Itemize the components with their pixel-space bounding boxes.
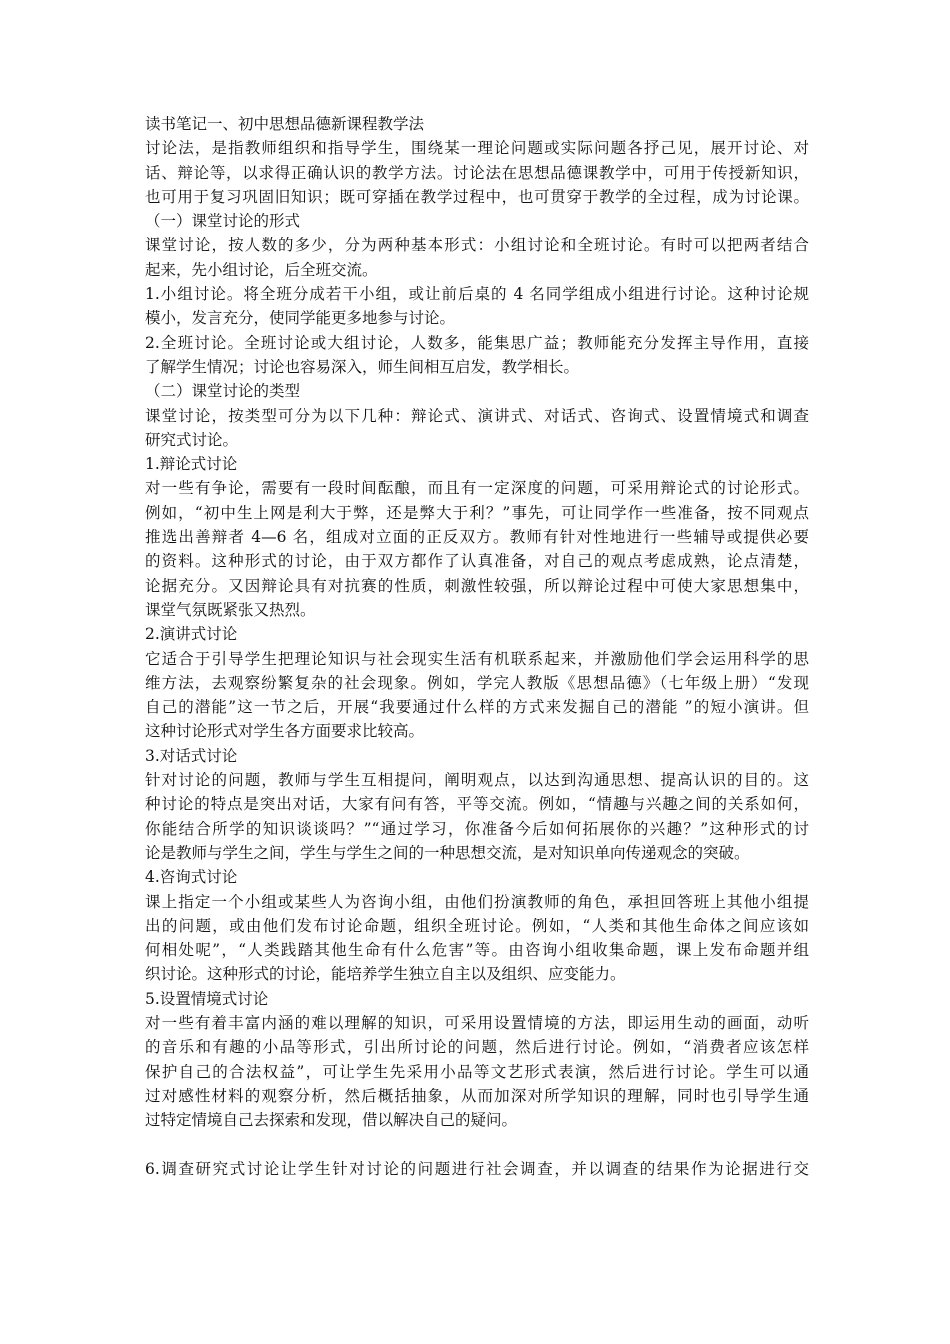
text-line: 对一些有着丰富内涵的难以理解的知识，可采用设置情境的方法，即运用生动的画面，动听 — [145, 1013, 809, 1032]
text-line: 读书笔记一、初中思想品德新课程教学法 — [145, 115, 425, 133]
text-line: 对一些有争论，需要有一段时间酝酿，而且有一定深度的问题，可采用辩论式的讨论形式。 — [145, 479, 809, 498]
text-line: 6.调查研究式讨论让学生针对讨论的问题进行社会调查，并以调查的结果作为论据进行交 — [145, 1159, 809, 1178]
text-line: （二）课堂讨论的类型 — [145, 382, 301, 401]
text-line: 课堂讨论，按人数的多少，分为两种基本形式：小组讨论和全班讨论。有时可以把两者结合 — [145, 236, 809, 255]
text-line: 课上指定一个小组或某些人为咨询小组，由他们扮演教师的角色，承担回答班上其他小组提 — [145, 892, 809, 911]
text-line: 维方法，去观察纷繁复杂的社会现象。例如，学完人教版《思想品德》（七年级上册）“发现 — [145, 673, 809, 692]
text-line: 4.咨询式讨论 — [145, 868, 238, 887]
text-line: 你能结合所学的知识谈谈吗？”“通过学习，你准备今后如何拓展你的兴趣？”这种形式的讨 — [145, 819, 809, 838]
text-line: 起来，先小组讨论，后全班交流。 — [145, 260, 378, 279]
text-line: 保护自己的合法权益”，可让学生先采用小品等文艺形式表演，然后进行讨论。学生可以通 — [145, 1062, 809, 1081]
text-line: 过对感性材料的观察分析，然后概括抽象，从而加深对所学知识的理解，同时也引导学生通 — [145, 1086, 809, 1105]
document-page — [145, 112, 809, 1181]
text-line: 推选出善辩者 4—6 名，组成对立面的正反双方。教师有针对性地进行一些辅导或提供必要 — [145, 528, 809, 547]
text-line: 2.全班讨论。全班讨论或大组讨论，人数多，能集思广益；教师能充分发挥主导作用，直接 — [145, 333, 809, 352]
text-line: 何相处呢”，“人类践踏其他生命有什么危害”等。由咨询小组收集命题，课上发布命题并组 — [145, 941, 809, 960]
text-line: 2.演讲式讨论 — [145, 625, 238, 644]
text-line: 它适合于引导学生把理论知识与社会现实生活有机联系起来，并激励他们学会运用科学的思 — [145, 649, 809, 668]
text-line: 课堂讨论，按类型可分为以下几种：辩论式、演讲式、对话式、咨询式、设置情境式和调查 — [145, 406, 809, 425]
text-line: 的音乐和有趣的小品等形式，引出所讨论的问题，然后进行讨论。例如，“消费者应该怎样 — [145, 1038, 809, 1057]
text-line: 1.辩论式讨论 — [145, 455, 238, 474]
text-line: 出的问题，或由他们发布讨论命题，组织全班讨论。例如，“人类和其他生命体之间应该如 — [145, 916, 809, 935]
text-line: 种讨论的特点是突出对话，大家有问有答，平等交流。例如，“情趣与兴趣之间的关系如何， — [145, 795, 809, 814]
text-line: 织讨论。这种形式的讨论，能培养学生独立自主以及组织、应变能力。 — [145, 965, 626, 984]
text-line: 的资料。这种形式的讨论，由于双方都作了认真准备，对自己的观点考虑成熟，论点清楚， — [145, 552, 809, 571]
text-line: 3.对话式讨论 — [145, 746, 238, 765]
text-line: 话、辩论等，以求得正确认识的教学方法。讨论法在思想品德课教学中，可用于传授新知识， — [145, 163, 809, 182]
text-line: 研究式讨论。 — [145, 430, 239, 449]
text-line: 了解学生情况；讨论也容易深入，师生间相互启发，教学相长。 — [145, 357, 580, 376]
text-line: 1.小组讨论。将全班分成若干小组，或让前后桌的 4 名同学组成小组进行讨论。这种讨论规 — [145, 285, 809, 304]
text-line: 自己的潜能”这一节之后，开展“我要通过什么样的方式来发掘自己的潜能 ”的短小演讲。但 — [145, 698, 809, 717]
text-line: （一）课堂讨论的形式 — [145, 212, 301, 231]
text-line: 课堂气氛既紧张又热烈。 — [145, 600, 316, 619]
text-line: 讨论法，是指教师组织和指导学生，围绕某一理论问题或实际问题各抒己见，展开讨论、对 — [145, 139, 809, 158]
text-line: 例如，“初中生上网是利大于弊，还是弊大于利？”事先，可让同学作一些准备，按不同观点 — [145, 503, 809, 522]
blank-line — [145, 1132, 809, 1156]
text-line: 论是教师与学生之间，学生与学生之间的一种思想交流，是对知识单向传递观念的突破。 — [145, 843, 750, 862]
text-line: 过特定情境自己去探索和发现，借以解决自己的疑问。 — [145, 1111, 518, 1130]
text-line: 论据充分。又因辩论具有对抗赛的性质，刺激性较强，所以辩论过程中可使大家思想集中， — [145, 576, 809, 595]
text-line: 针对讨论的问题，教师与学生互相提问，阐明观点，以达到沟通思想、提高认识的目的。这 — [145, 771, 809, 790]
text-line: 也可用于复习巩固旧知识；既可穿插在教学过程中，也可贯穿于教学的全过程，成为讨论课。 — [145, 187, 809, 206]
text-line: 这种讨论形式对学生各方面要求比较高。 — [145, 722, 425, 741]
text-line: 5.设置情境式讨论 — [145, 989, 269, 1008]
text-line: 模小，发言充分，使同学能更多地参与讨论。 — [145, 309, 456, 328]
